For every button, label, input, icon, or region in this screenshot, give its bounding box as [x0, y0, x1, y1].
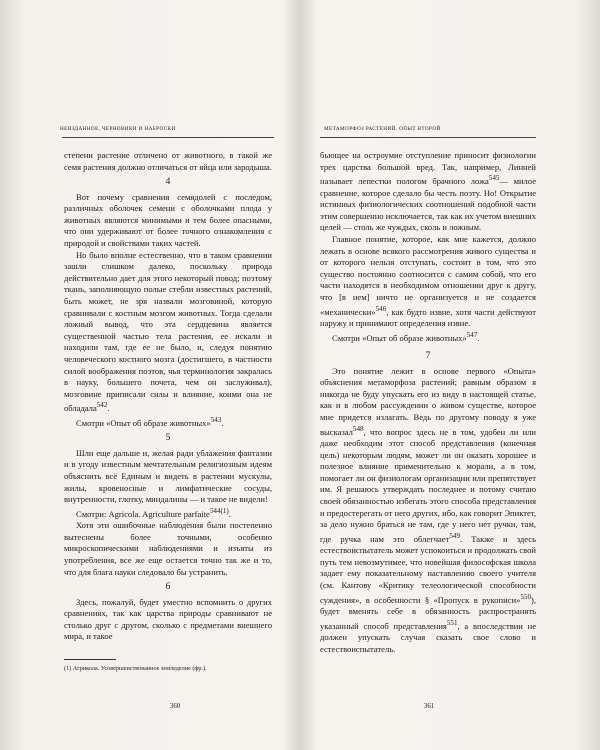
right-text-block — [320, 150, 536, 655]
left-paragraph: Шли еще дальше и, желая ради ублажения фантазии и в угоду известным мечтательным религиозным идеям объяснить всё Единым и видеть в растении мускулы, жилы, кровеносные и лимфатические сосуды, внутренности, глотку, миндалины — и такое не видели! — [64, 447, 272, 505]
right-paragraph — [320, 234, 536, 330]
right-paragraph — [320, 150, 536, 234]
footnote-ref: 547 — [466, 330, 478, 339]
left-paragraph: Но было вполне естественно, что в таком сравнении зашли слишком далеко, поскольку природа действительно дает для этого некоторый повод; поэтому ткань, заполняющую полые стебли известных растений, быть может, не зря назвали мозговиной, которую сравнивали с костным мозгом животных. Тогда сделали ложный вывод, что эта сердцевина является существенной частью тела растения, ее искали и находили там, где ее не было, и, следуя понятию человеческого костного мозга (достигшего, в частности силой воображения поэтов, чья терминология закралась в науку, большего почета, чем он заслуживал), мозговине приписали силы и влияние, коими она не обладала$^{542}$. — [64, 249, 272, 414]
paragraph-text: Смотри: Agricola. Agriculture parfaite — [76, 508, 210, 519]
footnote-ref: 550 — [520, 592, 532, 601]
footnote: (1) Агрикола. Усовершенствованное земледелие (фр.). — [64, 665, 207, 672]
paragraph-text: Это понятие лежит в основе первого «Опыта» объяснения метаморфоза растений; равным образом я никогда не буду упускать его из виду в настоящей статье, как и в любом рассуждении о живом существе, которое мне придется излагать. Ведь по другому поводу я уже высказал — [320, 365, 536, 437]
paragraph-text: — милое сравнение, которое сделало бы честь поэту. Но! Открытие истинных физиологических соотношений подобной части этим совершенно исключается, так как их учетом внешних целей — столь же чуждых, сколь и ложным. — [320, 176, 536, 233]
paragraph-text: , что вопрос здесь не в том, удобен ли или даже необходим этот способ представления (конечная цель) некоторым людям, может ли он оказать хорошее и полезное влияние применительно к морали, а в том, помогает ли он физиологам организации или препятствует им. Я решаюсь утверждать последнее и потому считаю своей обязанностью избегать этого способа представления и предостерегать от него других, ибо, как говорит Эпиктет, за дело нужно браться не там, где у него нет ручки, там, где ручка нам это облегчает — [320, 426, 536, 544]
left-running-head: НЕИЗДАННОЕ, ЧЕРНОВИКИ И НАБРОСКИ — [60, 126, 176, 132]
left-page-number: 360 — [170, 703, 181, 710]
footnote-rule — [64, 659, 116, 660]
footnote-ref: 549 — [449, 531, 460, 540]
footnote-ref: 545 — [488, 174, 500, 183]
paragraph-text: бьющее на остроумие отступление приносит физиологии трех царства большой вред. Так, например, Линней называет лепестки пологом брачного ложа — [320, 150, 536, 187]
paragraph-text: Но было вполне естественно, что в таком сравнении зашли слишком далеко, поскольку природа действительно дает для этого некоторый повод; поэтому ткань, заполняющую полые стебли известных растений, быть может, не зря назвали мозговиной, которую сравнивали с костным мозгом животных. Тогда сделали ложный вывод, что эта сердцевина является существенной частью тела растения, ее искали и находили там, где ее не было, и, следуя понятию человеческого костного мозга (достигшего, в частности силой воображения поэтов, чья терминология закралась в науку, большего почета, чем он заслуживал), мозговине приписали силы и влияние, коими она не обладала — [64, 249, 272, 414]
left-paragraph: Смотри «Опыт об образе животных»$^{543}$. — [76, 415, 224, 428]
left-text-block — [64, 150, 272, 643]
footnote-ref: 548 — [352, 424, 364, 433]
right-running-head: МЕТАМОРФОЗ РАСТЕНИЙ. ОПЫТ ВТОРОЙ — [324, 126, 441, 132]
left-paragraph: степени растение отличено от животного, в такой же семя растения должно отличаться от яйца или зародыша. — [64, 150, 272, 172]
paragraph-text: , как будто извне, хотя части действуют наружу и принимают определения извне. — [320, 306, 536, 328]
left-paragraph: Здесь, пожалуй, будет уместно вспомнить о других сравнениях, так как царства природы сравнивают не столько друг с другом, сколько с предметами внешнего мира, и такое — [64, 596, 272, 642]
section-number-7: 7 — [425, 351, 431, 362]
paragraph-text: ), будет вменять себе в обязанность распространять указанный способ представления — [320, 594, 536, 631]
paragraph-text: Главное понятие, которое, как мне кажется, должно лежать в основе всякого рассмотрения живого существа и от которого нельзя отступать, состоит в том, что это существо постоянно соотносится с самим собой, что его части находятся в необходимом отношении друг к другу, что [в нем] ничто не организуется и не создается «механически» — [320, 234, 536, 317]
section-number-5: 5 — [165, 433, 171, 444]
right-paragraph — [320, 366, 536, 656]
right-paragraph: Смотри «Опыт об образе животных»$^{547}$. — [332, 330, 480, 343]
right-page — [300, 0, 600, 750]
paragraph-text: Смотри «Опыт об образе животных» — [332, 332, 467, 343]
paragraph-text: Смотри «Опыт об образе животных» — [76, 417, 211, 428]
footnote-ref: 542 — [96, 401, 108, 410]
left-paragraph: Вот почему сравнения семядолей с последом, различных оболочек семени с оболочками плода у животных являются минимыми и тем более опасными, что они удерживают от более точного ознакомления с природой и свойствами таких частей. — [64, 191, 272, 249]
paragraph-text: , а впоследствии не должен упускать случая сказать свое слово и естествоиспытатель. — [320, 620, 536, 654]
footnote-ref: 546 — [375, 304, 387, 313]
left-paragraph: Хотя эти ошибочные наблюдения были постепенно вытеснены более точными, особенно микроскопическими наблюдениями и изъяты из употребления, все же еще остается точно так же и то, что для блага науки следовало бы устранить. — [64, 520, 272, 577]
footnote-ref: 543 — [210, 415, 222, 424]
left-header-rule — [62, 137, 274, 138]
left-paragraph: Смотри: Agricola. Agriculture parfaite$^{544(1)}$. — [76, 506, 231, 519]
section-number-6: 6 — [165, 582, 171, 593]
footnote-ref: 544(1) — [209, 506, 229, 515]
section-number-4: 4 — [165, 177, 171, 188]
paragraph-text: . Также и здесь естествоиспытатель может успокоиться и продолжать свой путь тем невозмутимее, что новейшая философская школа задает ему показательному наставлению своего учителя (см. Кантову «Критику телеологической способности суждения», в особенности § «Пропуск в рукописи» — [320, 533, 536, 605]
footnote-ref: 551 — [446, 618, 458, 627]
right-page-number: 361 — [424, 703, 435, 710]
right-header-rule — [320, 137, 536, 138]
